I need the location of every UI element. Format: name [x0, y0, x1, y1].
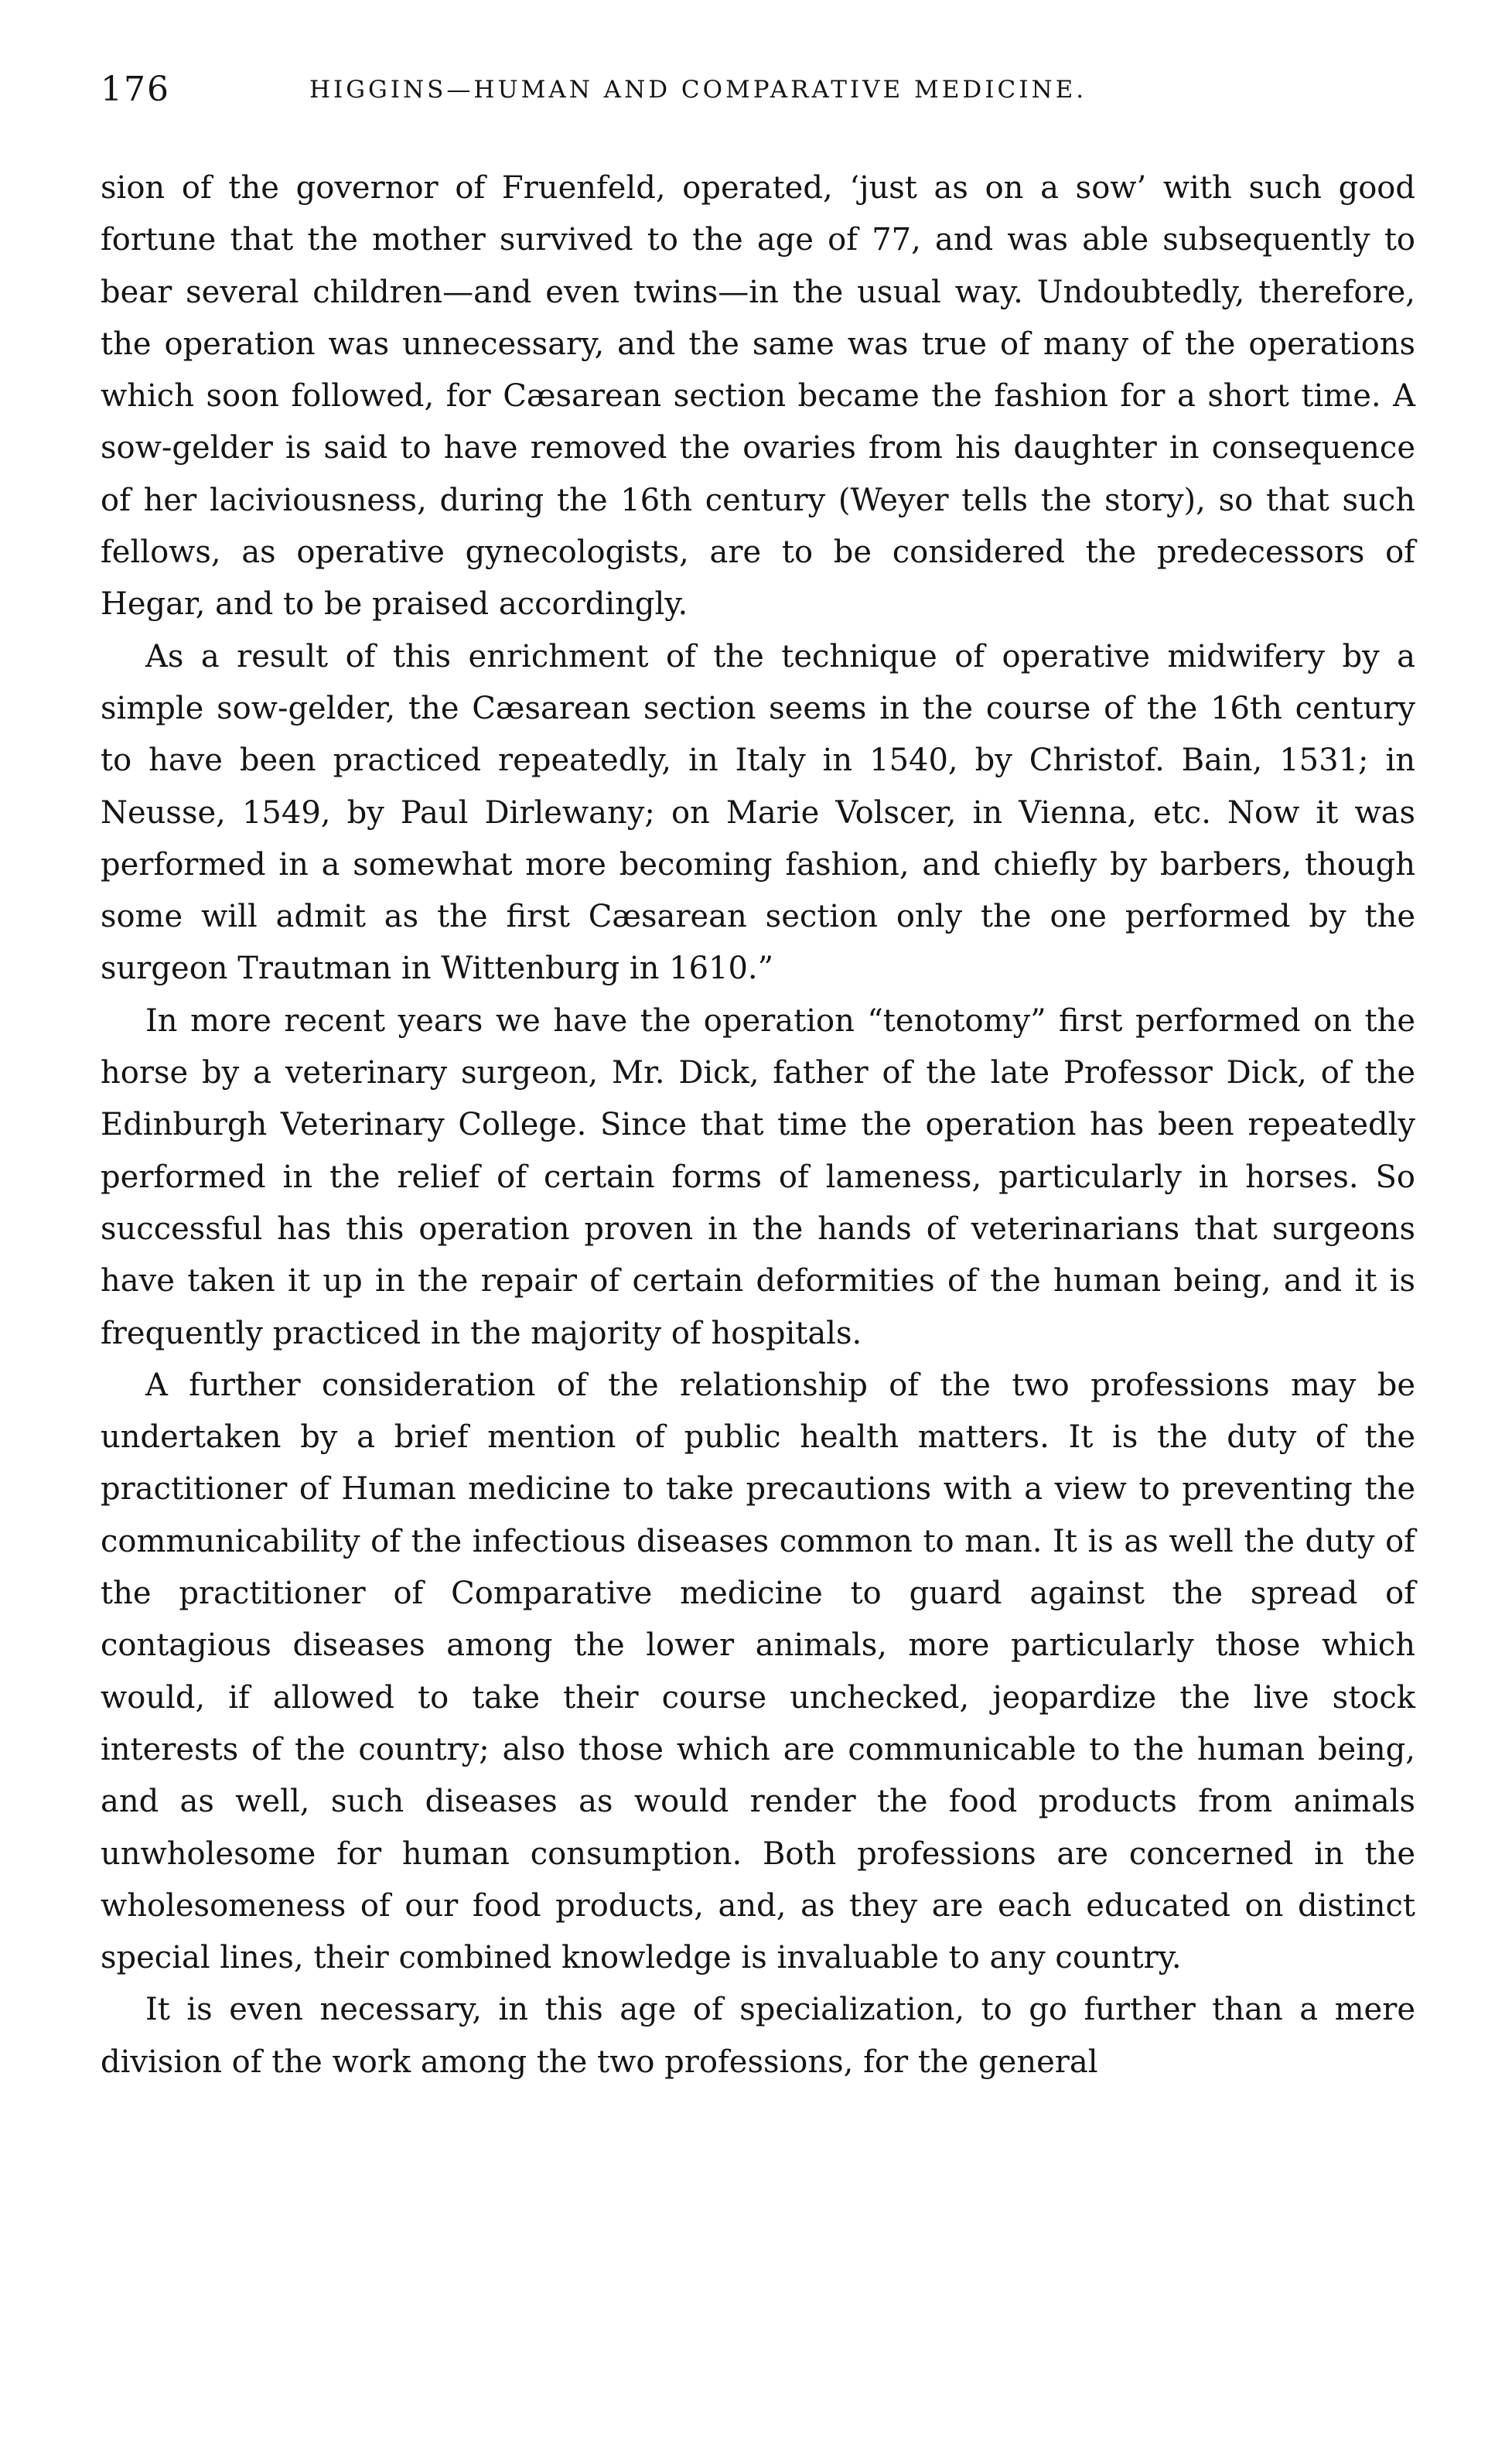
paragraph-continued: sion of the governor of Fruenfeld, operated, ‘just as on a sow’ with such good fortune that the mother survived to the age of 77, and was able subsequently to bear several children—and even twins—in the usual way. Undoubtedly, therefore, the operation was unnecessary, and the same was true of many of the operations which soon followed, for Cæsarean section became the fashion for a short time. A sow-gelder is said to have removed the ovaries from his daughter in consequence of her laciviousness, during the 16th century (Weyer tells the story), so that such fellows, as operative gynecologists, are to be considered the predecessors of Hegar, and to be praised accordingly. — [101, 170, 1415, 623]
paragraph-specialization: It is even necessary, in this age of specialization, to go further than a mere division of the work among the two professions, for the general — [101, 1992, 1415, 2080]
paragraph-caesarean-history: As a result of this enrichment of the technique of operative midwifery by a simple sow-gelder, the Cæsarean section seems in the course of the 16th century to have been practiced repeatedly, in Italy in 1540, by Christof. Bain, 1531; in Neusse, 1549, by Paul Dirlewany; on Marie Volscer, in Vienna, etc. Now it was performed in a somewhat more becoming fashion, and chiefly by barbers, though some will admit as the first Cæsarean section only the one performed by the surgeon Trautman in Wittenburg in 1610.” — [101, 638, 1415, 987]
book-page — [101, 70, 1415, 2088]
paragraph-tenotomy: In more recent years we have the operation “tenotomy” first performed on the horse by a veterinary surgeon, Mr. Dick, father of the late Professor Dick, of the Edinburgh Veterinary College. Since that time the operation has been repeatedly performed in the relief of certain forms of lameness, particularly in horses. So successful has this operation proven in the hands of veterinarians that surgeons have taken it up in the repair of certain deformities of the human being, and it is frequently practiced in the majority of hospitals. — [101, 1002, 1415, 1351]
running-head — [101, 70, 1415, 131]
page-number: 176 — [101, 70, 170, 109]
paragraph-public-health: A further consideration of the relationship of the two professions may be undertaken by a brief mention of public health matters. It is the duty of the practitioner of Human medicine to take precautions with a view to preventing the communicability of the infectious diseases common to man. It is as well the duty of the practitioner of Comparative medicine to guard against the spread of contagious diseases among the lower animals, more particularly those which would, if allowed to take their course unchecked, jeopardize the live stock interests of the country; also those which are communicable to the human being, and as well, such diseases as would render the food products from animals unwholesome for human consumption. Both professions are concerned in the wholesomeness of our food products, and, as they are each educated on distinct special lines, their combined knowledge is invaluable to any country. — [101, 1367, 1415, 1976]
running-title: HIGGINS—HUMAN AND COMPARATIVE MEDICINE. — [309, 76, 1087, 104]
body-text — [101, 162, 1415, 2088]
